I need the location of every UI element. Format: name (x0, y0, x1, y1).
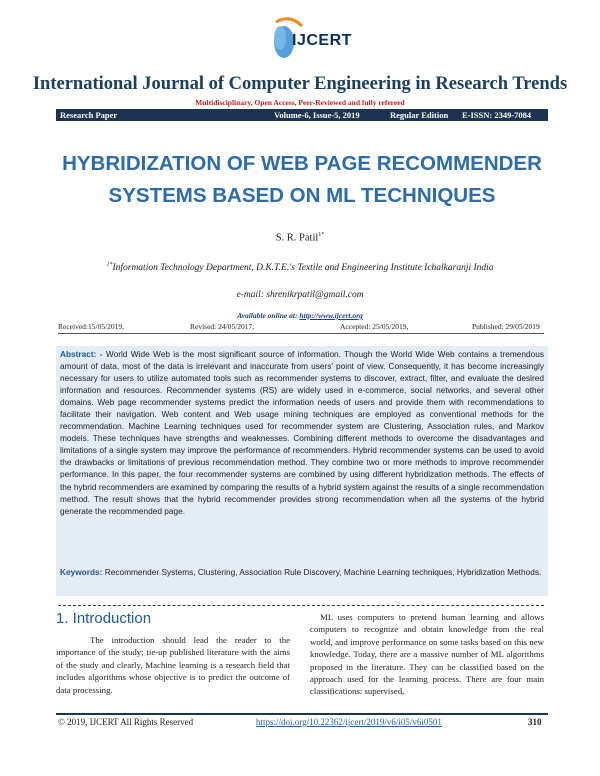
abstract (60, 348, 544, 517)
author-sup: 1* (318, 232, 325, 238)
doi-link[interactable]: https://doi.org/10.22362/ijcert/2019/v6/i05/v6i0501 (256, 717, 442, 727)
abstract-body: World Wide Web is the most significant source of information. Though the World Wide Web contains a tremendous amount of data, most of the data is irrelevant and inaccurate from users' point of view. Consequently, it has become increasingly necessary for users to utilize automated tools such as recommender systems to discover, extract, filter, and evaluate the desired information and resources. Recommender systems (RS) are widely used in e-commerce, social networks, and several other domains. Web page recommender systems predict the information needs of users and provide them with recommendations to facilitate their navigation. Web content and Web usage mining techniques are employed as conventional methods for the recommendation. Machine Learning techniques used for recommender system are Clustering, Association rules, and Markov models. These techniques have strengths and weaknesses. Combining different methods to overcome the disadvantages and limitations of a single system may improve the performance of recommenders. Hybrid recommender systems can be used to avoid the drawbacks or limitations of previous recommendation method. They combine two or more methods to improve recommender performance. In this paper, the four recommender systems are combined by using different hybridization methods. The effects of the hybrid recommenders are examined by comparing the results of a hybrid system against the results of a single recommendation method. The result shows that the hybrid recommender provides strong recommendation when all the systems of the hybrid generate the recommended page. (60, 349, 544, 516)
page-number: 310 (528, 717, 542, 727)
journal-logo (262, 12, 352, 68)
keywords-list: Recommender Systems, Clustering, Association Rule Discovery, Machine Learning techniques, Hybridization Methods. (104, 567, 542, 577)
available-label: Available online at: (237, 311, 298, 320)
intro-paragraph-right: ML uses computers to pretend human learning and allows computers to recognize and obtain knowledge from the real world, and improve performance on some tasks based on this new knowledge. Today, there are a massive number of ML algorithms proposed in the literature. They can be classified based on the approach used for the learning process. There are four main classifications: supervised, (310, 612, 544, 697)
paper-title-line-1: HYBRIDIZATION OF WEB PAGE RECOMMENDER (62, 152, 542, 175)
intro-paragraph-left: The introduction should lead the reader to the importance of the study; tie-up published literature with the aims of the study and clearly, Machine learning is a research field that includes algorithms whose objective is to predict the outcome of data processing. (56, 635, 290, 695)
paper-type: Research Paper (60, 110, 118, 120)
author-email: e-mail: shrenikrpatil@gmail.com (236, 290, 364, 300)
author-name: S. R. Patil (275, 232, 319, 244)
journal-url-link[interactable]: http://www.ijcert.org (299, 311, 363, 320)
left-column (56, 634, 290, 696)
accepted-date: Accepted: 25/05/2019, (340, 322, 409, 331)
revised-date: Revised: 24/05/2017, (190, 322, 255, 331)
footer-rule (56, 713, 548, 715)
section-divider (58, 605, 544, 607)
keywords (60, 566, 544, 579)
keywords-label: Keywords: (60, 567, 103, 577)
published-date: Published: 29/05/2019 (472, 322, 540, 331)
abstract-label: Abstract: - (60, 349, 103, 359)
affiliation-text: Information Technology Department, D.K.T.E.'s Textile and Engineering Institute Ichalkaranji India (112, 263, 494, 274)
copyright: © 2019, IJCERT All Rights Reserved (58, 717, 194, 727)
volume-issue: Volume-6, Issue-5, 2019 (274, 110, 360, 120)
paper-title-line-2: SYSTEMS BASED ON ML TECHNIQUES (108, 184, 496, 207)
journal-title: International Journal of Computer Engineering in Research Trends (32, 74, 568, 94)
section-heading: 1. Introduction (56, 610, 152, 627)
available-online (0, 311, 600, 320)
dates-row (58, 321, 544, 334)
paper-title (56, 148, 548, 212)
affiliation (0, 262, 600, 273)
edition: Regular Edition (390, 110, 449, 120)
issn: E-ISSN: 2349-7084 (462, 110, 532, 120)
affiliation-sup: 1* (106, 262, 113, 268)
info-bar (56, 109, 548, 121)
right-column (310, 611, 544, 698)
received-date: Received:15/05/2019, (58, 322, 125, 331)
author (0, 232, 600, 244)
journal-subtitle: Multidisciplinary, Open Access, Peer-Reviewed and fully refereed (195, 98, 405, 107)
logo-text: IJCERT (292, 32, 352, 49)
